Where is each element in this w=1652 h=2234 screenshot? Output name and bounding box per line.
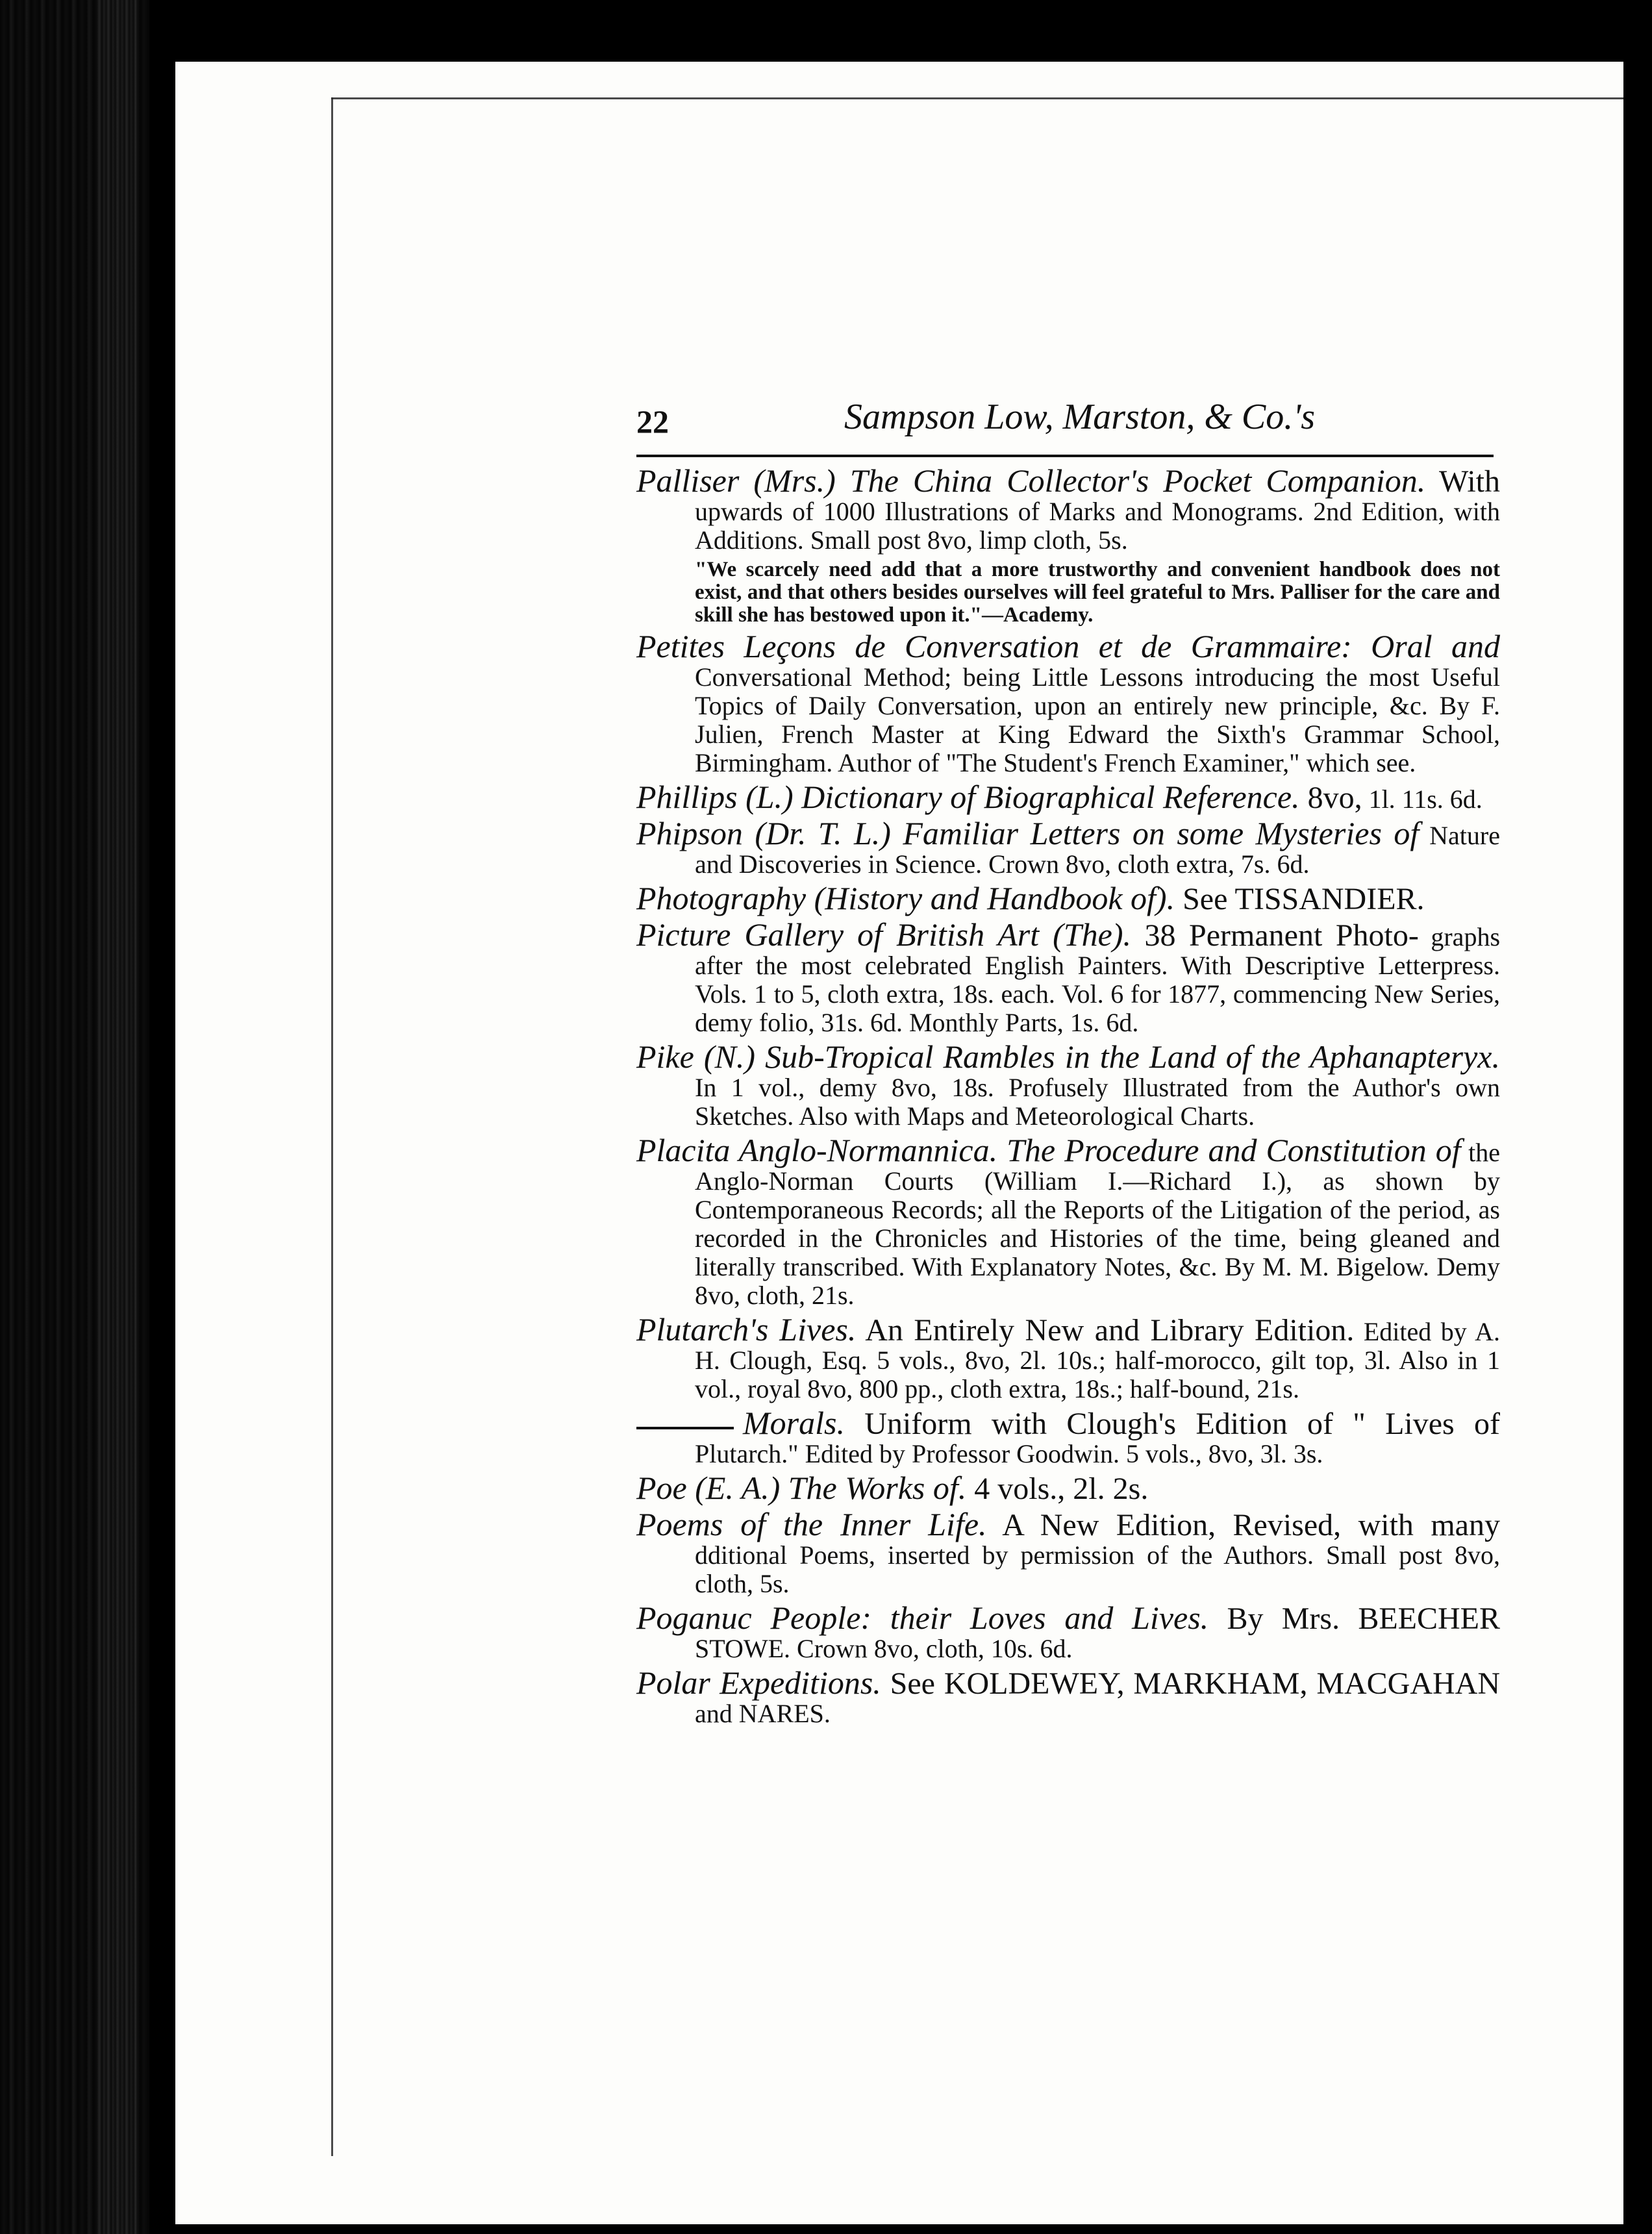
running-title: Sampson Low, Marston, & Co.'s	[844, 397, 1316, 437]
entry-body: 1l. 11s. 6d.	[1362, 784, 1483, 814]
entry-body: Nature and Discoveries in Science. Crown 8vo, cloth extra, 7s. 6d.	[695, 821, 1500, 879]
catalogue-entry	[636, 628, 1500, 777]
entry-lead: See TISSANDIER.	[1175, 882, 1425, 916]
catalogue-entry	[636, 1132, 1500, 1310]
catalogue-entry	[636, 1470, 1500, 1506]
page-header	[636, 390, 1481, 455]
entry-heading: Photography (History and Handbook of).	[636, 880, 1175, 916]
entry-quote: "We scarcely need add that a more trustworthy and convenient handbook does not exist, and that others besides ourselves will feel grateful to Mrs. Palliser for the care and skill she has bestowed upon it."—Academy.	[695, 558, 1500, 627]
entry-heading: Pike (N.) Sub-Tropical Rambles in the Land of the Aphanapteryx.	[636, 1038, 1500, 1075]
entry-body: STOWE. Crown 8vo, cloth, 10s. 6d.	[695, 1634, 1073, 1663]
entry-body: upwards of 1000 Illustrations of Marks and Monograms. 2nd Edition, with Additions. Small post 8vo, limp cloth, 5s.	[695, 497, 1500, 555]
entry-body: and NARES.	[695, 1699, 831, 1728]
page-edges	[97, 0, 136, 2234]
entry-lead: 4 vols., 2l. 2s.	[966, 1472, 1149, 1506]
catalogue-entry	[636, 1405, 1500, 1468]
entry-heading: Morals.	[743, 1405, 845, 1441]
entry-lead: By Mrs. BEECHER	[1208, 1601, 1500, 1636]
entry-lead: 8vo,	[1299, 781, 1362, 815]
entry-body: dditional Poems, inserted by permission of the Authors. Small post 8vo, cloth, 5s.	[695, 1540, 1500, 1598]
entry-body: Plutarch." Edited by Professor Goodwin. 5 vols., 8vo, 3l. 3s.	[695, 1439, 1323, 1468]
page-border-top	[331, 97, 1623, 99]
entry-heading: Picture Gallery of British Art (The).	[636, 916, 1131, 953]
catalogue-entry	[636, 1600, 1500, 1663]
header-rule	[636, 455, 1494, 457]
entry-body: graphs after the most celebrated English Painters. With Descriptive Letterpress. Vols. 1 to 5, cloth extra, 18s. each. Vol. 6 for 1877, commencing New Series, demy folio, 31s. 6d. Monthly Parts, 1s. 6d.	[695, 922, 1501, 1037]
entry-body: In 1 vol., demy 8vo, 18s. Profusely Illustrated from the Author's own Sketches. Also with Maps and Meteorological Charts.	[695, 1073, 1500, 1131]
entry-heading: Petites Leçons de Conversation et de Grammaire: Oral and	[636, 628, 1500, 664]
catalogue-entry	[636, 880, 1500, 916]
catalogue-entry	[636, 1038, 1500, 1131]
catalogue-entry	[636, 1311, 1500, 1403]
catalogue-entry	[636, 916, 1501, 1037]
page-number: 22	[636, 403, 669, 440]
entry-heading: Palliser (Mrs.) The China Collector's Pocket Companion.	[636, 462, 1426, 499]
entry-lead: A New Edition, Revised, with many	[986, 1508, 1500, 1542]
catalogue-entries	[636, 462, 1501, 1733]
entry-lead: See KOLDEWEY, MARKHAM, MACGAHAN	[881, 1666, 1500, 1701]
entry-body: Edited by A. H. Clough, Esq. 5 vols., 8vo, 2l. 10s.; half-morocco, gilt top, 3l. Also in 1 vol., royal 8vo, 800 pp., cloth extra, 18s.; half-bound, 21s.	[695, 1317, 1500, 1403]
catalogue-entry	[636, 779, 1500, 815]
entry-lead: 38 Permanent Photo-	[1131, 918, 1419, 953]
entry-body: Conversational Method; being Little Lessons introducing the most Useful Topics of Daily Conversation, upon an entirely new principle, &c. By F. Julien, French Master at King Edward the Sixth's Grammar School, Birmingham. Author of "The Student's French Examiner," which see.	[695, 662, 1500, 777]
ditto-dash	[636, 1427, 734, 1429]
entry-body: the Anglo-Norman Courts (William I.—Richard I.), as shown by Contemporaneous Records; all the Reports of the Litigation of the period, as recorded in the Chronicles and Histories of the time, being gleaned and literally transcribed. With Explanatory Notes, &c. By M. M. Bigelow. Demy 8vo, cloth, 21s.	[695, 1138, 1500, 1310]
entry-heading: Plutarch's Lives.	[636, 1311, 857, 1348]
catalogue-entry	[636, 462, 1501, 627]
entry-heading: Phipson (Dr. T. L.) Familiar Letters on some Mysteries of	[636, 815, 1420, 851]
entry-lead: Uniform with Clough's Edition of " Lives of	[844, 1407, 1500, 1441]
catalogue-entry	[636, 1506, 1500, 1598]
entry-lead: An Entirely New and Library Edition.	[856, 1313, 1355, 1348]
catalogue-entry	[636, 815, 1500, 879]
entry-heading: Poe (E. A.) The Works of.	[636, 1470, 967, 1506]
entry-lead: With	[1425, 464, 1501, 499]
page-border-left	[331, 97, 333, 2156]
entry-heading: Polar Expeditions.	[636, 1664, 881, 1701]
entry-heading: Poganuc People: their Loves and Lives.	[636, 1600, 1209, 1636]
entry-heading: Phillips (L.) Dictionary of Biographical Reference.	[636, 779, 1300, 815]
catalogue-entry	[636, 1664, 1500, 1728]
entry-heading: Poems of the Inner Life.	[636, 1506, 987, 1542]
entry-heading: Placita Anglo-Normannica. The Procedure and Constitution of	[636, 1132, 1461, 1168]
